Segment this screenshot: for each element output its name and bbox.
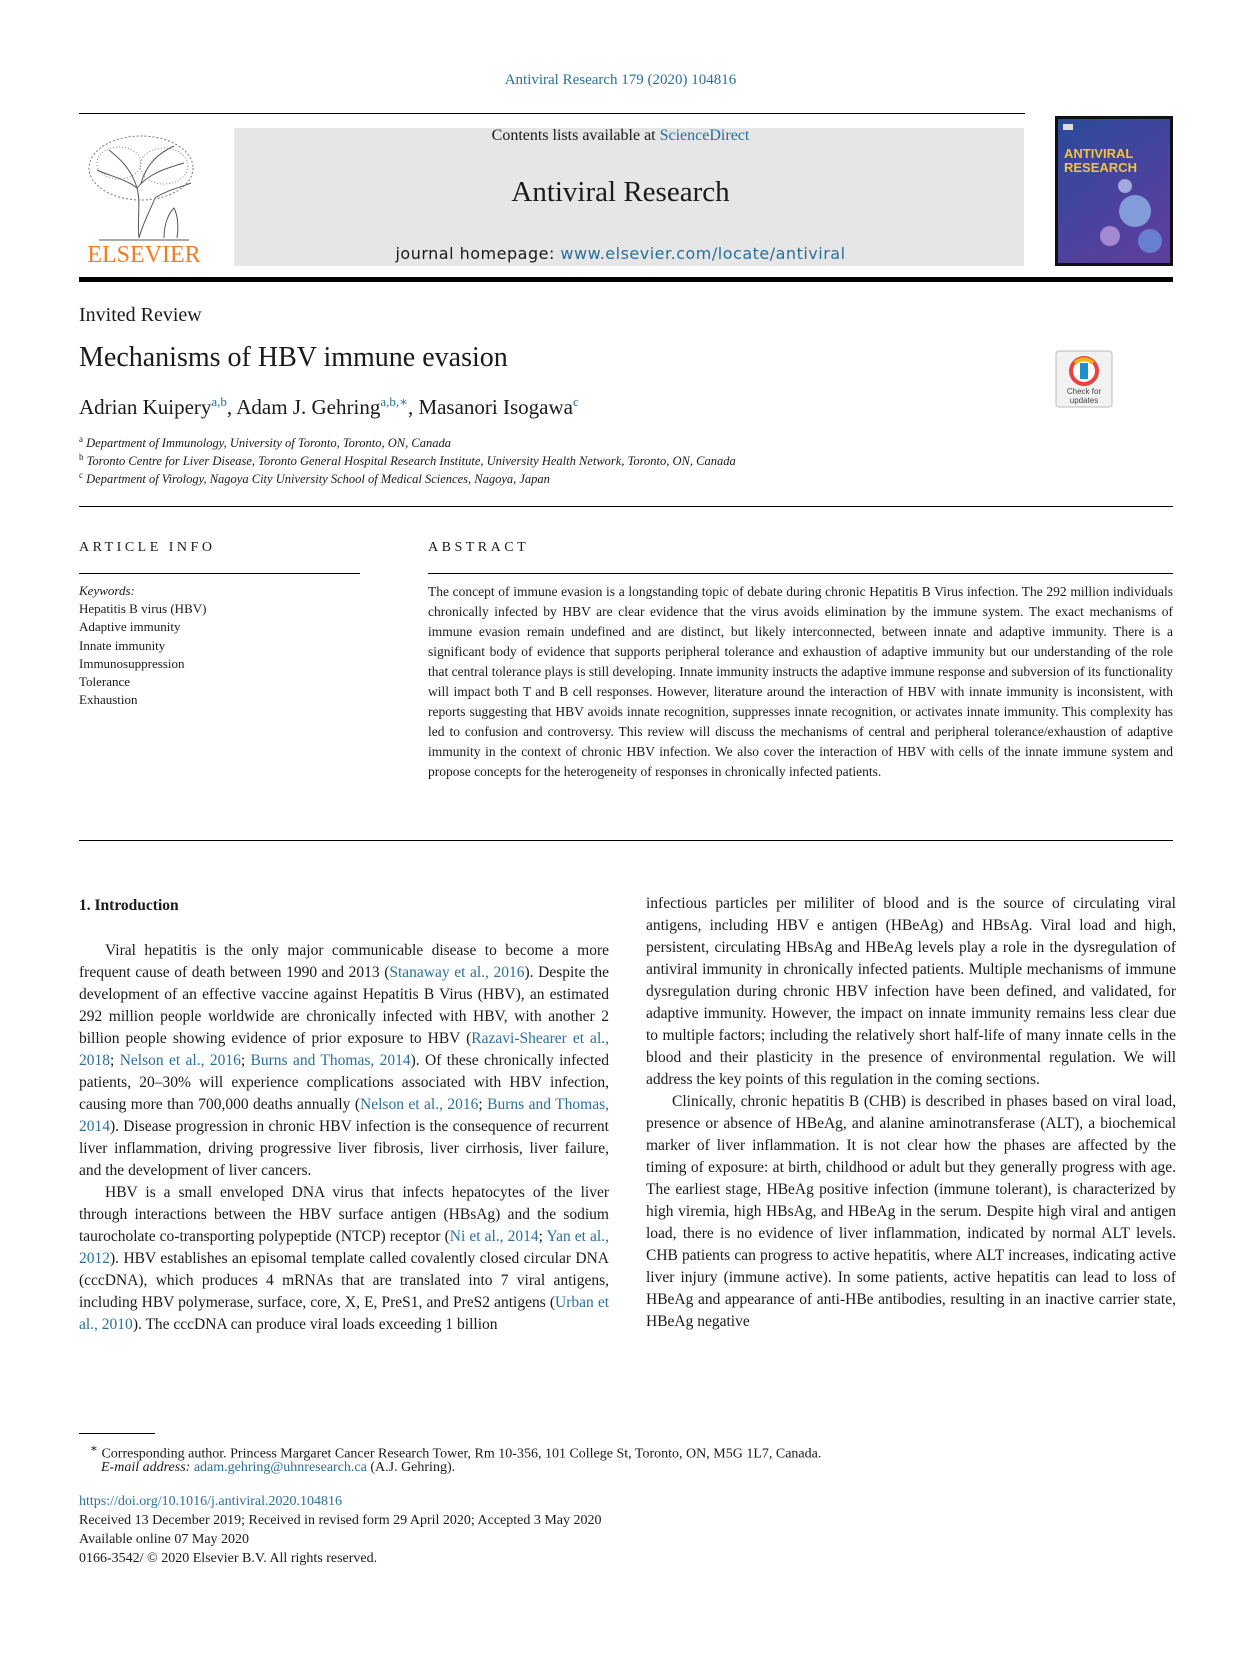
keyword: Innate immunity — [79, 637, 166, 653]
citation-link[interactable]: Razavi-Shearer et al., 2018 — [79, 1030, 609, 1069]
author-name: Adam J. Gehring — [236, 395, 381, 419]
email-link[interactable]: adam.gehring@uhnresearch.ca — [193, 1460, 367, 1475]
affiliation — [79, 434, 451, 451]
paragraph-text: ; — [110, 1052, 120, 1069]
email-note — [101, 1460, 455, 1476]
affiliation-text: Department of Immunology, University of Toronto, Toronto, ON, Canada — [86, 436, 451, 451]
article-title: Mechanisms of HBV immune evasion — [79, 342, 508, 373]
paragraph-text: ). Disease progression in chronic HBV infection is the consequence of recurrent liver inflammation, driving progressive liver fibrosis, liver cirrhosis, liver failure, and the development of liver cancers. — [79, 1118, 609, 1179]
top-rule — [79, 113, 1025, 114]
citation-link[interactable]: Nelson et al., 2016 — [119, 1052, 241, 1069]
paragraph-text: ; — [478, 1096, 488, 1113]
citation-link[interactable]: Stanaway et al., 2016 — [389, 964, 525, 981]
author-list: Adrian Kuipery$^{a,b}$, Adam J. Gehring$^{a,b,∗}$, Masanori Isogawa$^c$ — [79, 394, 579, 419]
svg-text:ANTIVIRAL: ANTIVIRAL — [1064, 146, 1134, 161]
affiliation-text: Toronto Centre for Liver Disease, Toronto General Hospital Research Institute, University Health Network, Toronto, ON, Canada — [86, 454, 736, 469]
citation-link[interactable]: Burns and Thomas, 2014 — [79, 1096, 609, 1135]
divider — [79, 506, 1173, 507]
keywords-label: Keywords: — [79, 583, 135, 598]
keyword: Tolerance — [79, 674, 131, 690]
paragraph-text: ). Despite the development of an effective vaccine against Hepatitis B Virus (HBV), an estimated 292 million people worldwide are chronically infected with HBV, with another 2 billion people showing evidence of prior exposure to HBV ( — [79, 964, 609, 1047]
affiliation-text: Department of Virology, Nagoya City University School of Medical Sciences, Nagoya, Japan — [86, 472, 550, 487]
author-affiliation-marker[interactable]: a,b — [211, 394, 227, 409]
body-column-left — [79, 895, 609, 1336]
journal-reference[interactable]: Antiviral Research 179 (2020) 104816 — [504, 72, 737, 88]
paragraph-text: ). The cccDNA can produce viral loads exceeding 1 billion — [132, 1316, 498, 1333]
author-name: Masanori Isogawa — [418, 395, 573, 419]
affiliation-marker: b — [79, 452, 84, 462]
journal-cover-image — [1055, 116, 1173, 266]
corresponding-author-text: Corresponding author. Princess Margaret Cancer Research Tower, Rm 10-356, 101 College St, Toronto, ON, M5G 1L7, Canada. — [101, 1446, 822, 1462]
paragraph-text: infectious particles per mililiter of blood and is the source of circulating viral antigens, including HBV e antigen (HBeAg) and HBsAg. Viral load and high, persistent, circulating HBsAg and HBeAg levels play a role in the dysregulation of antiviral immunity in chronically infected patients. Multiple mechanisms of immune dysregulation during chronic HBV infection have been defined, and validated, for adaptive immunity. However, the impact on innate immunity remains less clear due to multiple factors; including the relatively short half-life of many innate cells in the blood and their plasticity in the presence of environmental regulation. We will address the key points of this regulation in the coming sections. — [646, 895, 1176, 1088]
doi-link[interactable]: https://doi.org/10.1016/j.antiviral.2020.104816 — [79, 1494, 343, 1509]
abstract-text: The concept of immune evasion is a longstanding topic of debate during chronic Hepatitis B Virus infection. The 292 million individuals chronically infected by HBV are clear evidence that the virus avoids elimination by the immune system. The exact mechanisms of immune evasion remain undefined and are distinct, but likely interconnected, between innate and adaptive immunity. There is a significant body of evidence that supports peripheral tolerance and exhaustion of adaptive immunity but our understanding of the role that central tolerance plays is still developing. Innate immunity instructs the adaptive immune response and subversion of its functionality will impact both T and B cell responses. However, literature around the interaction of HBV with innate immunity is inconsistent, with reports suggesting that HBV avoids innate recognition, suppresses innate recognition, or activates innate immunity. This complexity has led to confusion and controversy. This review will discuss the mechanisms of central and peripheral tolerance/exhaustion of adaptive immunity in the context of chronic HBV infection. We also cover the interaction of HBV with cells of the innate immune system and propose concepts for the heterogeneity of responses in chronically infected patients. — [428, 584, 1173, 779]
paragraph-text: ). HBV establishes an episomal template called covalently closed circular DNA (cccDNA), which produces 4 mRNAs that are translated into 7 viral antigens, including HBV polymerase, surface, core, X, E, PreS1, and PreS2 antigens ( — [79, 1250, 609, 1311]
author-affiliation-marker[interactable]: c — [572, 394, 579, 409]
body-column-right — [646, 893, 1176, 1333]
footnote-marker: ∗ — [90, 1442, 98, 1455]
homepage-link[interactable]: www.elsevier.com/locate/antiviral — [560, 244, 846, 263]
contents-prefix: Contents lists available at — [491, 127, 660, 144]
citation-link[interactable]: Urban et al., 2010 — [79, 1294, 610, 1333]
sciencedirect-link[interactable]: ScienceDirect — [659, 127, 750, 144]
body-paragraph — [646, 1091, 1176, 1333]
citation-link[interactable]: Yan et al., 2012 — [79, 1228, 609, 1267]
citation-link[interactable]: Ni et al., 2014 — [449, 1228, 539, 1245]
paragraph-text: HBV is a small enveloped DNA virus that infects hepatocytes of the liver through interactions between the HBV surface antigen (HBsAg) and the sodium taurocholate co-transporting polypeptide (NTCP) receptor ( — [79, 1184, 609, 1245]
keyword: Exhaustion — [79, 692, 138, 708]
article-info-heading: ARTICLE INFO — [79, 540, 216, 555]
email-label: E-mail address: — [101, 1460, 191, 1475]
body-paragraph — [646, 893, 1176, 1091]
svg-text:ELSEVIER: ELSEVIER — [87, 242, 201, 268]
affiliation-marker: c — [79, 470, 83, 480]
keyword: Immunosuppression — [79, 655, 185, 671]
body-paragraph — [79, 1182, 609, 1336]
citation-link[interactable]: Nelson et al., 2016 — [360, 1096, 479, 1113]
received-dates: Received 13 December 2019; Received in revised form 29 April 2020; Accepted 3 May 2020 — [79, 1513, 602, 1528]
email-suffix: (A.J. Gehring). — [366, 1460, 456, 1475]
citation-link[interactable]: Burns and Thomas, 2014 — [250, 1052, 411, 1069]
author-name: Adrian Kuipery — [79, 395, 212, 419]
svg-text:RESEARCH: RESEARCH — [1064, 160, 1137, 175]
header-thick-rule — [79, 277, 1173, 282]
body-paragraph — [79, 940, 609, 1182]
svg-text:Check for: Check for — [1066, 387, 1102, 396]
paragraph-text: ; — [240, 1052, 251, 1069]
paragraph-text: ). Of these chronically infected patients, 20–30% will experience complications associated with HBV infection, causing more than 700,000 deaths annually ( — [79, 1052, 609, 1113]
footnote-rule — [79, 1433, 155, 1434]
check-for-updates-button[interactable] — [1055, 350, 1113, 408]
paragraph-text: ; — [538, 1228, 547, 1245]
abstract-heading: ABSTRACT — [428, 540, 530, 555]
divider — [79, 573, 360, 574]
copyright: 0166-3542/ © 2020 Elsevier B.V. All rights reserved. — [79, 1551, 378, 1566]
section-heading: 1. Introduction — [79, 897, 179, 914]
paragraph-text: Clinically, chronic hepatitis B (CHB) is described in phases based on viral load, presence or absence of HBeAg, and alanine aminotransferase (ALT), a biochemical marker of liver inflammation. It is not clear how the phases are affected by the timing of exposure: at birth, childhood or adult but they generally progress with age. The earliest stage, HBeAg positive infection (immune tolerant), is characterized by high viremia, high HBsAg, and HBeAg in the serum. Despite high viral and antigen load, there is no evidence of liver inflammation, indicated by normal ALT levels. CHB patients can progress to active hepatitis, where ALT increases, indicating active liver injury (immune active). In some patients, active hepatitis can lead to loss of HBeAg and appearance of anti-HBe antibodies, resulting in an inactive carrier state, HBeAg negative — [646, 1093, 1176, 1330]
keyword: Hepatitis B virus (HBV) — [79, 601, 207, 617]
divider — [79, 840, 1173, 841]
journal-cover[interactable] — [1055, 116, 1173, 266]
homepage-prefix: journal homepage: — [395, 244, 561, 263]
available-online: Available online 07 May 2020 — [79, 1532, 250, 1547]
affiliation — [79, 452, 736, 469]
keyword: Adaptive immunity — [79, 619, 181, 635]
article-type: Invited Review — [79, 304, 202, 326]
divider — [428, 573, 1173, 574]
svg-text:updates: updates — [1069, 396, 1099, 405]
paragraph-text: Viral hepatitis is the only major communicable disease to become a more frequent cause of death between 1990 and 2013 ( — [79, 942, 609, 981]
affiliation — [79, 470, 550, 487]
check-for-updates-icon — [1055, 350, 1113, 408]
keywords-list — [79, 582, 206, 709]
journal-name: Antiviral Research — [511, 176, 730, 208]
affiliation-marker: a — [79, 434, 83, 444]
author-affiliation-marker[interactable]: a,b,∗ — [380, 394, 408, 409]
